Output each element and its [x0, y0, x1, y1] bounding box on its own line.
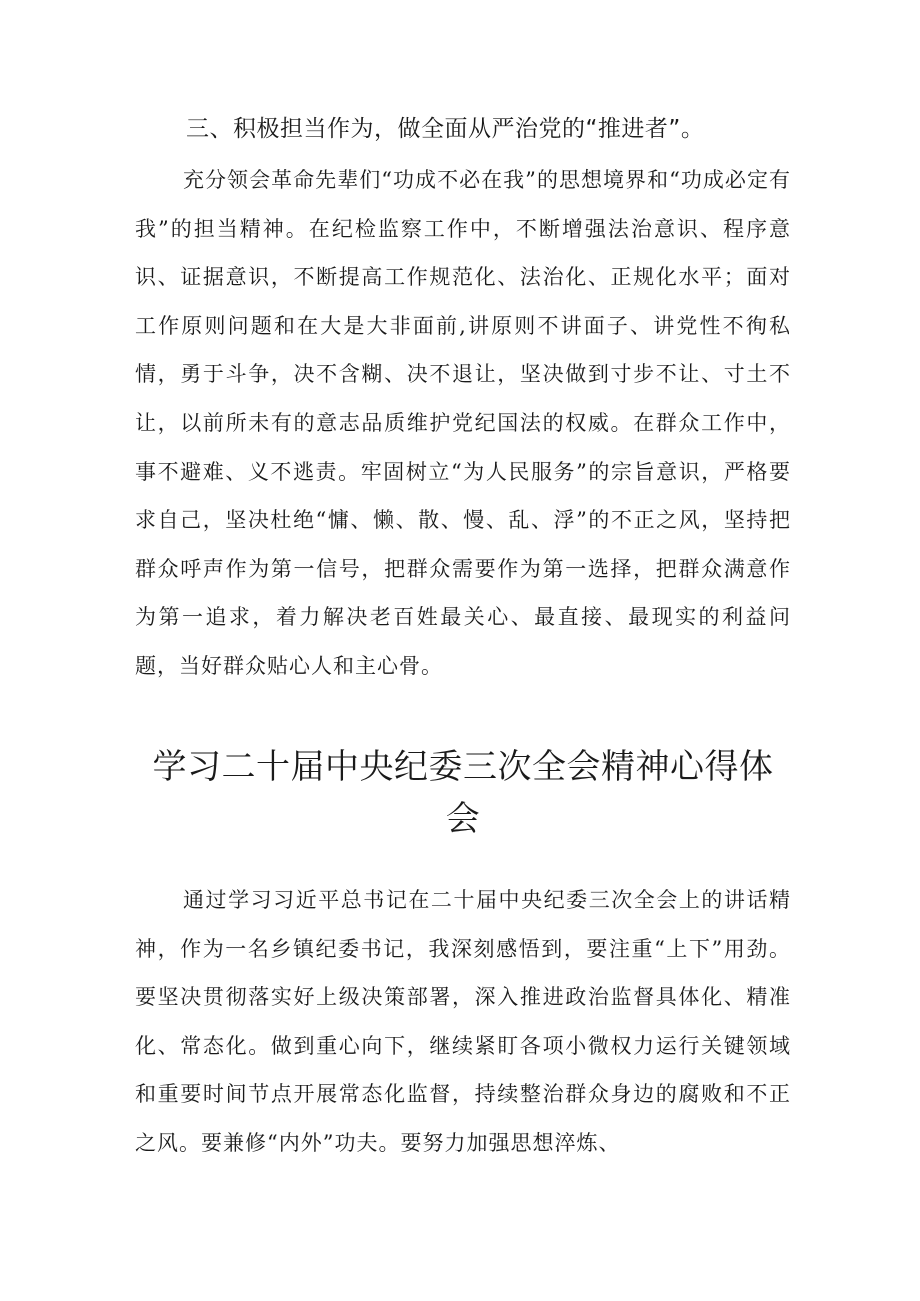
section-heading: 三、积极担当作为，做全面从严治党的“推进者”。 [186, 116, 705, 142]
article-title [135, 741, 791, 845]
article-title-line-2: 会 [445, 799, 481, 839]
article-title-line-1: 学习二十届中央纪委三次全会精神心得体 [152, 747, 774, 787]
article-paragraph: 通过学习习近平总书记在二十届中央纪委三次全会上的讲话精神，作为一名乡镇纪委书记，我深刻感悟到，要注重“上下”用劲。要坚决贯彻落实好上级决策部署，深入推进政治监督具体化、精准化、常态化。做到重心向下，继续紧盯各项小微权力运行关键领域和重要时间节点开展常态化监督，持续整治群众身边的腐败和不正之风。要兼修“内外”功夫。要努力加强思想淬炼、 [135, 888, 791, 1155]
section-paragraph: 充分领会革命先辈们“功成不必在我”的思想境界和“功成必定有我”的担当精神。在纪检监察工作中，不断增强法治意识、程序意识、证据意识，不断提高工作规范化、法治化、正规化水平；面对工作原则问题和在大是大非面前,讲原则不讲面子、讲党性不徇私情，勇于斗争，决不含糊、决不退让，坚决做到寸步不让、寸土不让，以前所未有的意志品质维护党纪国法的权威。在群众工作中，事不避难、义不逃责。牢固树立“为人民服务”的宗旨意识，严格要求自己，坚决杜绝“慵、懒、散、慢、乱、浮”的不正之风，坚持把群众呼声作为第一信号，把群众需要作为第一选择，把群众满意作为第一追求，着力解决老百姓最关心、最直接、最现实的利益问题，当好群众贴心人和主心骨。 [135, 168, 791, 678]
